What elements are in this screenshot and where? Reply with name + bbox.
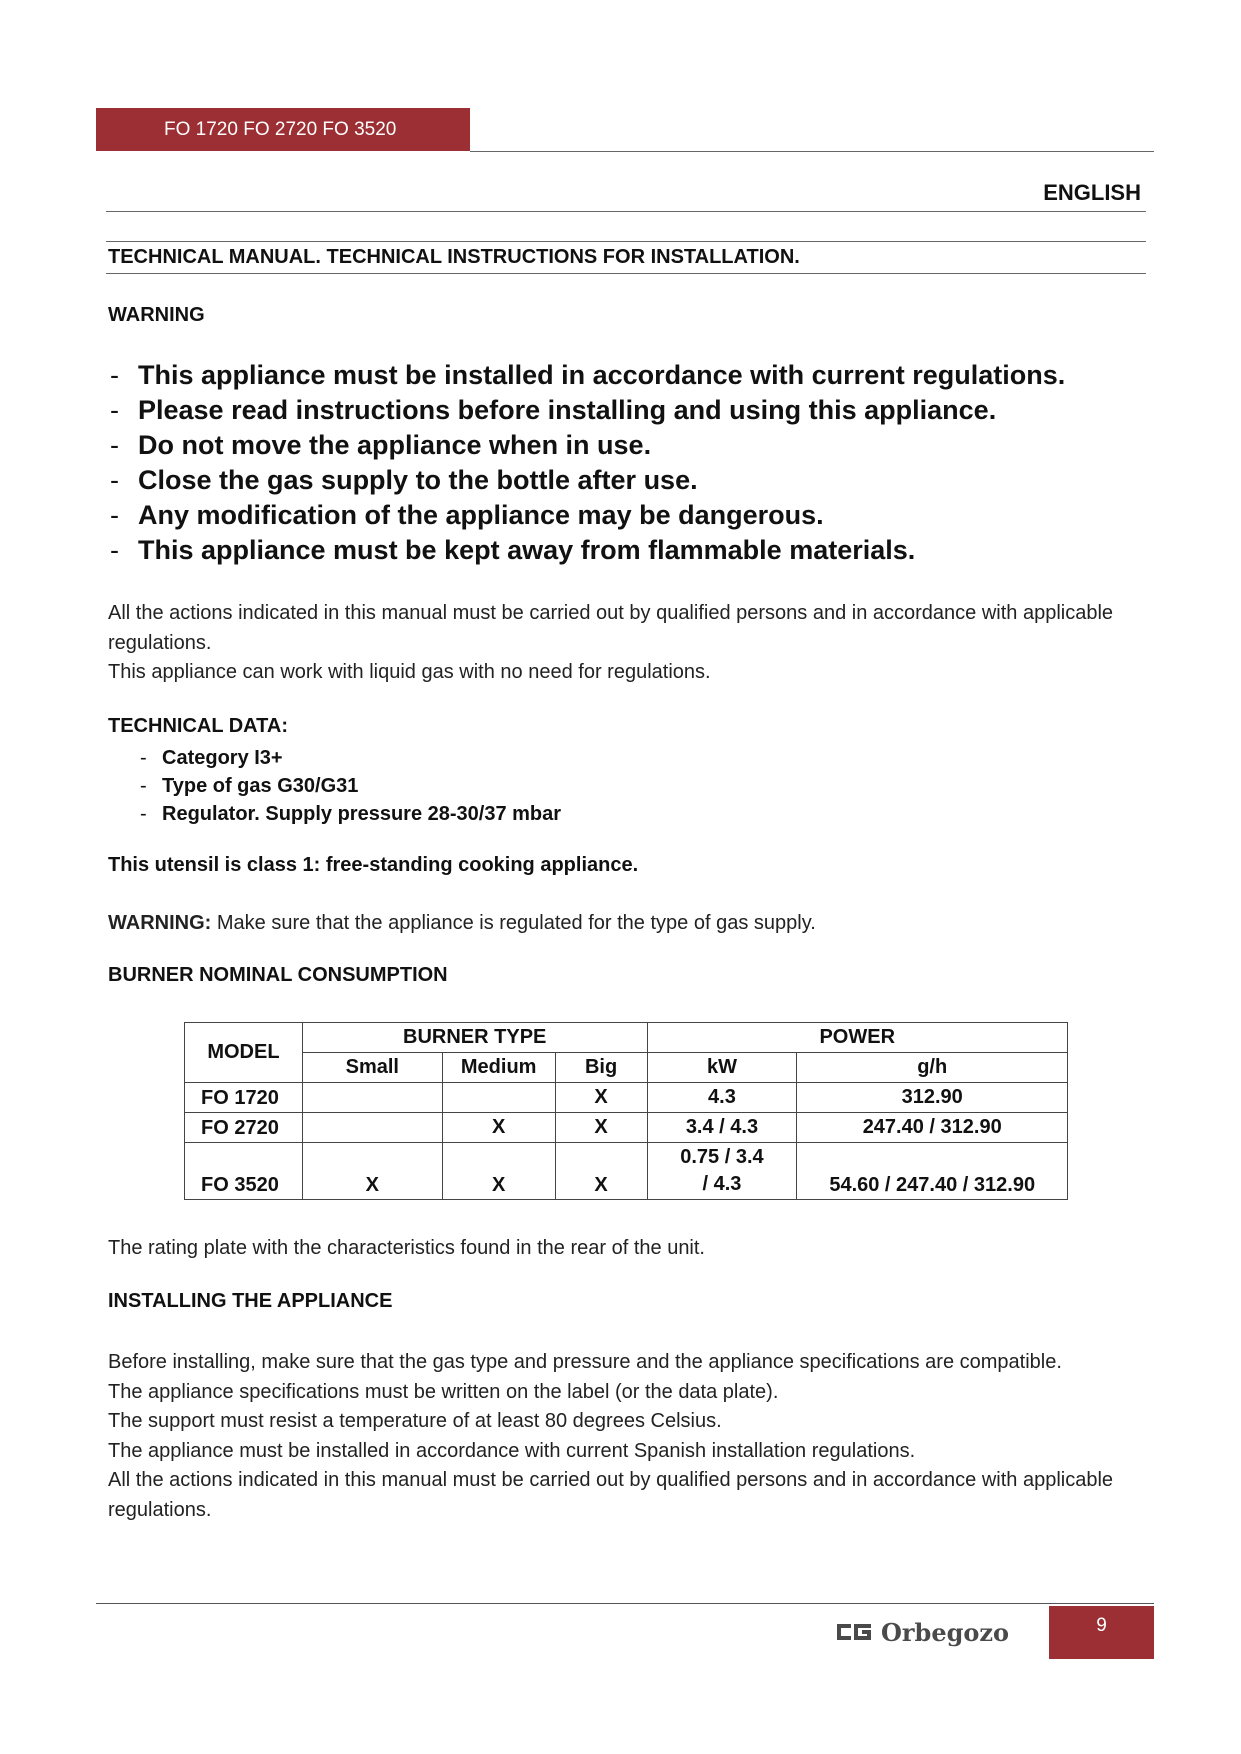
cell-medium xyxy=(442,1083,555,1113)
header-model: MODEL xyxy=(185,1023,303,1083)
cell-medium: X xyxy=(442,1113,555,1143)
section-title: TECHNICAL MANUAL. TECHNICAL INSTRUCTIONS FOR INSTALLATION. xyxy=(108,246,800,268)
warning-item: - Do not move the appliance when in use. xyxy=(110,430,652,460)
warning-text: This appliance must be kept away from flammable materials. xyxy=(138,535,916,565)
language-label: ENGLISH xyxy=(1043,180,1141,205)
spec-gas-type: Type of gas G30/G31 xyxy=(162,775,359,797)
class-note: This utensil is class 1: free-standing cooking appliance. xyxy=(108,854,639,876)
cell-medium: X xyxy=(442,1143,555,1200)
spec-category: Category I3+ xyxy=(162,747,283,769)
header-big: Big xyxy=(555,1053,647,1083)
gas-warning-text: Make sure that the appliance is regulated for the type of gas supply. xyxy=(216,912,816,934)
cell-big: X xyxy=(555,1113,647,1143)
list-item: - Type of gas G30/G31 xyxy=(140,775,359,797)
warning-item: - Close the gas supply to the bottle after use. xyxy=(110,465,698,495)
gas-warning-label: WARNING: xyxy=(108,912,212,934)
rating-note: The rating plate with the characteristics found in the rear of the unit. xyxy=(108,1237,705,1259)
warning-item: - Any modification of the appliance may be dangerous. xyxy=(110,500,824,530)
spec-pressure: Regulator. Supply pressure 28-30/37 mbar xyxy=(162,803,562,825)
page-number: 9 xyxy=(1049,1606,1154,1659)
header-kw: kW xyxy=(647,1053,797,1083)
warning-item: - Please read instructions before installing and using this appliance. xyxy=(110,395,997,425)
cell-gh: 247.40 / 312.90 xyxy=(797,1113,1068,1143)
installing-line: Before installing, make sure that the gas type and pressure and the appliance specifications are compatible. xyxy=(108,1351,1062,1373)
header-rule xyxy=(470,151,1154,152)
consumption-heading: BURNER NOMINAL CONSUMPTION xyxy=(108,964,448,986)
cell-small xyxy=(302,1113,442,1143)
cell-small: X xyxy=(302,1143,442,1200)
cell-kw: 4.3 xyxy=(647,1083,797,1113)
brand-name: Orbegozo xyxy=(881,1618,1010,1647)
warning-text: Any modification of the appliance may be dangerous. xyxy=(138,500,824,530)
cell-model: FO 1720 xyxy=(185,1083,303,1113)
warning-item: - This appliance must be kept away from flammable materials. xyxy=(110,535,916,565)
header-burner-type: BURNER TYPE xyxy=(302,1023,647,1053)
warning-text: Close the gas supply to the bottle after use. xyxy=(138,465,698,495)
cell-small xyxy=(302,1083,442,1113)
header-power: POWER xyxy=(647,1023,1067,1053)
gas-warning xyxy=(108,909,1168,939)
cell-big: X xyxy=(555,1143,647,1200)
cell-big: X xyxy=(555,1083,647,1113)
cell-gh: 54.60 / 247.40 / 312.90 xyxy=(797,1143,1068,1200)
table-row xyxy=(185,1113,1068,1143)
warning-text: Please read instructions before installing and using this appliance. xyxy=(138,395,997,425)
header-small: Small xyxy=(302,1053,442,1083)
orbegozo-logo xyxy=(835,1612,1045,1652)
intro-paragraph: All the actions indicated in this manual must be carried out by qualified persons and in accordance with applicable regulations. xyxy=(108,602,1114,654)
installing-line: The appliance must be installed in accordance with current Spanish installation regulations. xyxy=(108,1439,916,1462)
model-tab: FO 1720 FO 2720 FO 3520 xyxy=(96,108,470,151)
installing-line: All the actions indicated in this manual must be carried out by qualified persons and in accordance with applicable regulations. xyxy=(108,1469,1114,1521)
language-rule xyxy=(106,211,1146,212)
warning-item: - This appliance must be installed in accordance with current regulations. xyxy=(110,360,1066,390)
cell-model: FO 2720 xyxy=(185,1113,303,1143)
table-row xyxy=(185,1083,1068,1113)
warning-text: This appliance must be installed in accordance with current regulations. xyxy=(138,360,1066,390)
brand-logo-icon xyxy=(835,1612,1045,1652)
footer-rule xyxy=(96,1603,1154,1604)
installing-paragraph xyxy=(108,1348,1168,1525)
list-item: - Category I3+ xyxy=(140,747,283,769)
intro-paragraph-2: This appliance can work with liquid gas with no need for regulations. xyxy=(108,661,711,683)
installing-line: The appliance specifications must be written on the label (or the data plate). xyxy=(108,1380,779,1403)
cell-model: FO 3520 xyxy=(185,1143,303,1200)
cell-kw: 0.75 / 3.4 / 4.3 xyxy=(647,1143,797,1200)
warning-heading: WARNING xyxy=(108,304,205,326)
cell-gh: 312.90 xyxy=(797,1083,1068,1113)
consumption-table xyxy=(184,1022,1068,1200)
installing-heading: INSTALLING THE APPLIANCE xyxy=(108,1290,393,1312)
cell-kw: 3.4 / 4.3 xyxy=(647,1113,797,1143)
list-item: - Regulator. Supply pressure 28-30/37 mbar xyxy=(140,803,562,825)
table-row xyxy=(185,1143,1068,1200)
title-bottom-rule xyxy=(106,273,1146,274)
header-gh: g/h xyxy=(797,1053,1068,1083)
header-medium: Medium xyxy=(442,1053,555,1083)
installing-line: The support must resist a temperature of at least 80 degrees Celsius. xyxy=(108,1410,722,1432)
warning-list xyxy=(110,358,1130,568)
technical-data-list xyxy=(140,744,561,828)
title-top-rule xyxy=(106,241,1146,242)
technical-data-heading: TECHNICAL DATA: xyxy=(108,715,288,737)
warning-text: Do not move the appliance when in use. xyxy=(138,430,652,460)
